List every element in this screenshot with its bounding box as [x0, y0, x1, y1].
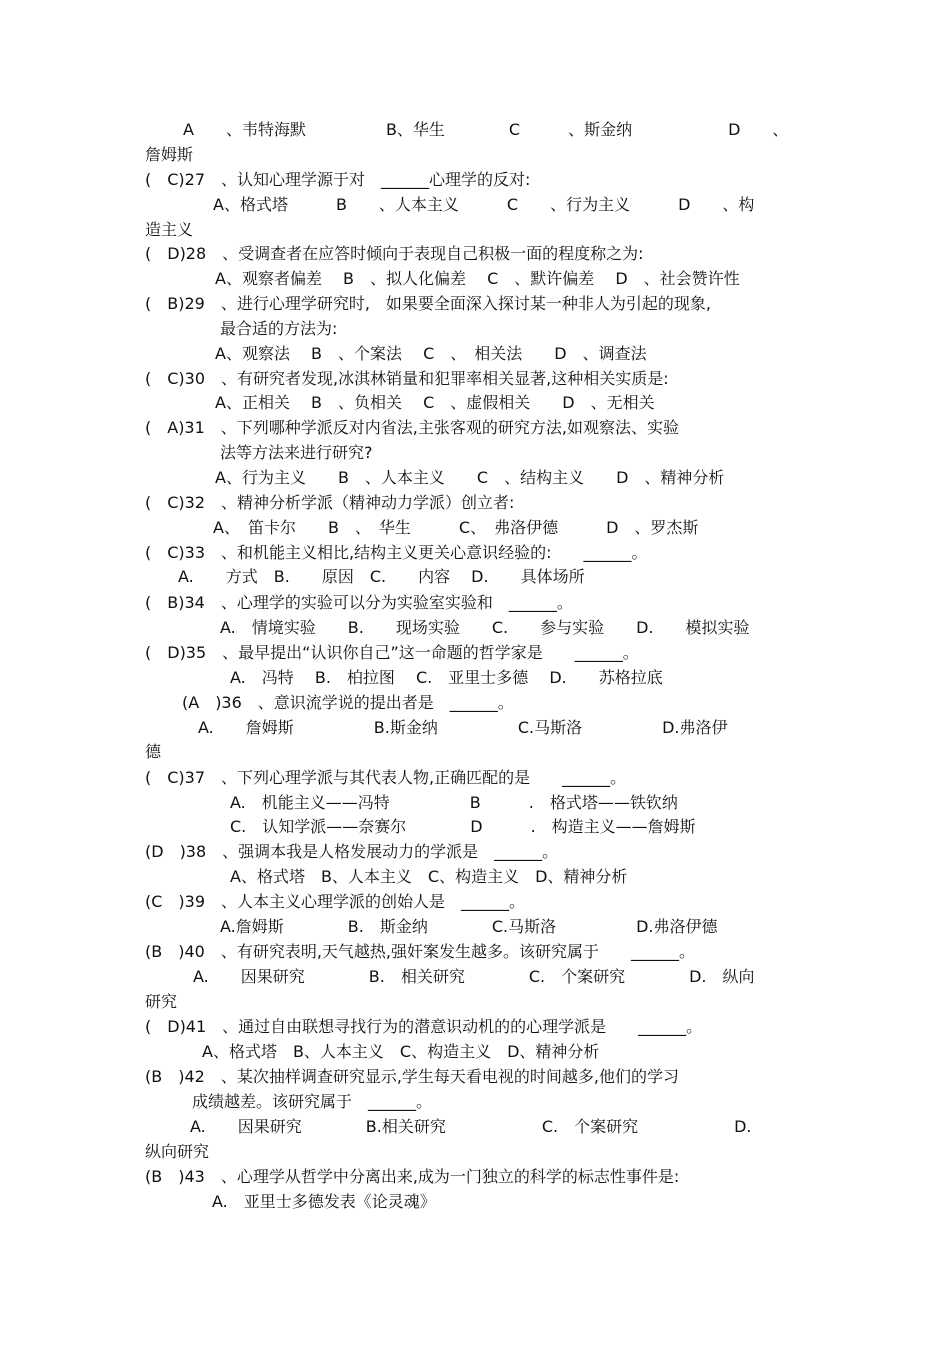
- question-32: ( C)32 、精神分析学派（精神动力学派）创立者:: [145, 493, 515, 512]
- option-line: A、观察法 B 、个案法 C 、 相关法 D 、调查法: [215, 344, 647, 363]
- question-29-cont: 最合适的方法为:: [220, 319, 338, 338]
- question-43: (B )43 、心理学从哲学中分离出来,成为一门独立的科学的标志性事件是:: [145, 1167, 680, 1186]
- option-line: C. 认知学派——奈赛尔 D . 构造主义——詹姆斯: [230, 817, 696, 836]
- option-line: 造主义: [145, 220, 194, 239]
- question-37: ( C)37 、下列心理学派与其代表人物,正确匹配的是 ______。: [145, 768, 627, 787]
- option-line: A、格式塔 B 、人本主义 C 、行为主义 D 、构: [213, 195, 755, 214]
- option-line: A. 机能主义——冯特 B . 格式塔——铁钦纳: [230, 793, 678, 812]
- option-line: A.詹姆斯 B. 斯金纳 C.马斯洛 D.弗洛伊德: [220, 917, 718, 936]
- question-40: (B )40 、有研究表明,天气越热,强奸案发生越多。该研究属于 ______。: [145, 942, 695, 961]
- option-line: A. 冯特 B. 柏拉图 C. 亚里士多德 D. 苏格拉底: [230, 668, 663, 687]
- option-line: 詹姆斯: [145, 145, 194, 164]
- question-28: ( D)28 、受调查者在应答时倾向于表现自己积极一面的程度称之为:: [145, 244, 644, 263]
- question-36: (A )36 、意识流学说的提出者是 ______。: [182, 693, 514, 712]
- question-31-cont: 法等方法来进行研究?: [220, 443, 373, 462]
- question-29: ( B)29 、进行心理学研究时, 如果要全面深入探讨某一种非人为引起的现象,: [145, 294, 711, 313]
- option-line: 德: [145, 742, 162, 761]
- question-33: ( C)33 、和机能主义相比,结构主义更关心意识经验的: ______。: [145, 543, 648, 562]
- option-line: A、观察者偏差 B 、拟人化偏差 C 、默许偏差 D 、社会赞许性: [215, 269, 740, 288]
- question-38: (D )38 、强调本我是人格发展动力的学派是 ______。: [145, 842, 559, 861]
- question-31: ( A)31 、下列哪种学派反对内省法,主张客观的研究方法,如观察法、实验: [145, 418, 679, 437]
- question-42: (B )42 、某次抽样调查研究显示,学生每天看电视的时间越多,他们的学习: [145, 1067, 679, 1086]
- option-line: A 、韦特海默 B、华生 C 、斯金纳 D 、: [183, 120, 789, 139]
- option-line: A、格式塔 B、人本主义 C、构造主义 D、精神分析: [230, 867, 628, 886]
- option-line: A. 詹姆斯 B.斯金纳 C.马斯洛 D.弗洛伊: [198, 718, 728, 737]
- question-35: ( D)35 、最早提出“认识你自己”这一命题的哲学家是 ______。: [145, 643, 639, 662]
- question-41: ( D)41 、通过自由联想寻找行为的潜意识动机的的心理学派是 ______。: [145, 1017, 703, 1036]
- option-line: 纵向研究: [145, 1142, 210, 1161]
- question-39: (C )39 、人本主义心理学派的创始人是 ______。: [145, 892, 526, 911]
- question-42-cont: 成绩越差。该研究属于 ______。: [192, 1092, 433, 1111]
- question-27: ( C)27 、认知心理学源于对 ______心理学的反对:: [145, 170, 531, 189]
- question-34: ( B)34 、心理学的实验可以分为实验室实验和 ______。: [145, 593, 573, 612]
- option-line: A、行为主义 B 、人本主义 C 、结构主义 D 、精神分析: [215, 468, 725, 487]
- option-line: A. 方式 B. 原因 C. 内容 D. 具体场所: [178, 567, 585, 586]
- option-line: A. 亚里士多德发表《论灵魂》: [212, 1192, 436, 1211]
- option-line: 研究: [145, 992, 178, 1011]
- question-30: ( C)30 、有研究者发现,冰淇林销量和犯罪率相关显著,这种相关实质是:: [145, 369, 669, 388]
- option-line: A. 因果研究 B.相关研究 C. 个案研究 D.: [190, 1117, 752, 1136]
- option-line: A. 因果研究 B. 相关研究 C. 个案研究 D. 纵向: [193, 967, 755, 986]
- option-line: A、 笛卡尔 B 、 华生 C、 弗洛伊德 D 、罗杰斯: [213, 518, 699, 537]
- option-line: A、正相关 B 、负相关 C 、虚假相关 D 、无相关: [215, 393, 655, 412]
- option-line: A、格式塔 B、人本主义 C、构造主义 D、精神分析: [202, 1042, 600, 1061]
- option-line: A. 情境实验 B. 现场实验 C. 参与实验 D. 模拟实验: [220, 618, 750, 637]
